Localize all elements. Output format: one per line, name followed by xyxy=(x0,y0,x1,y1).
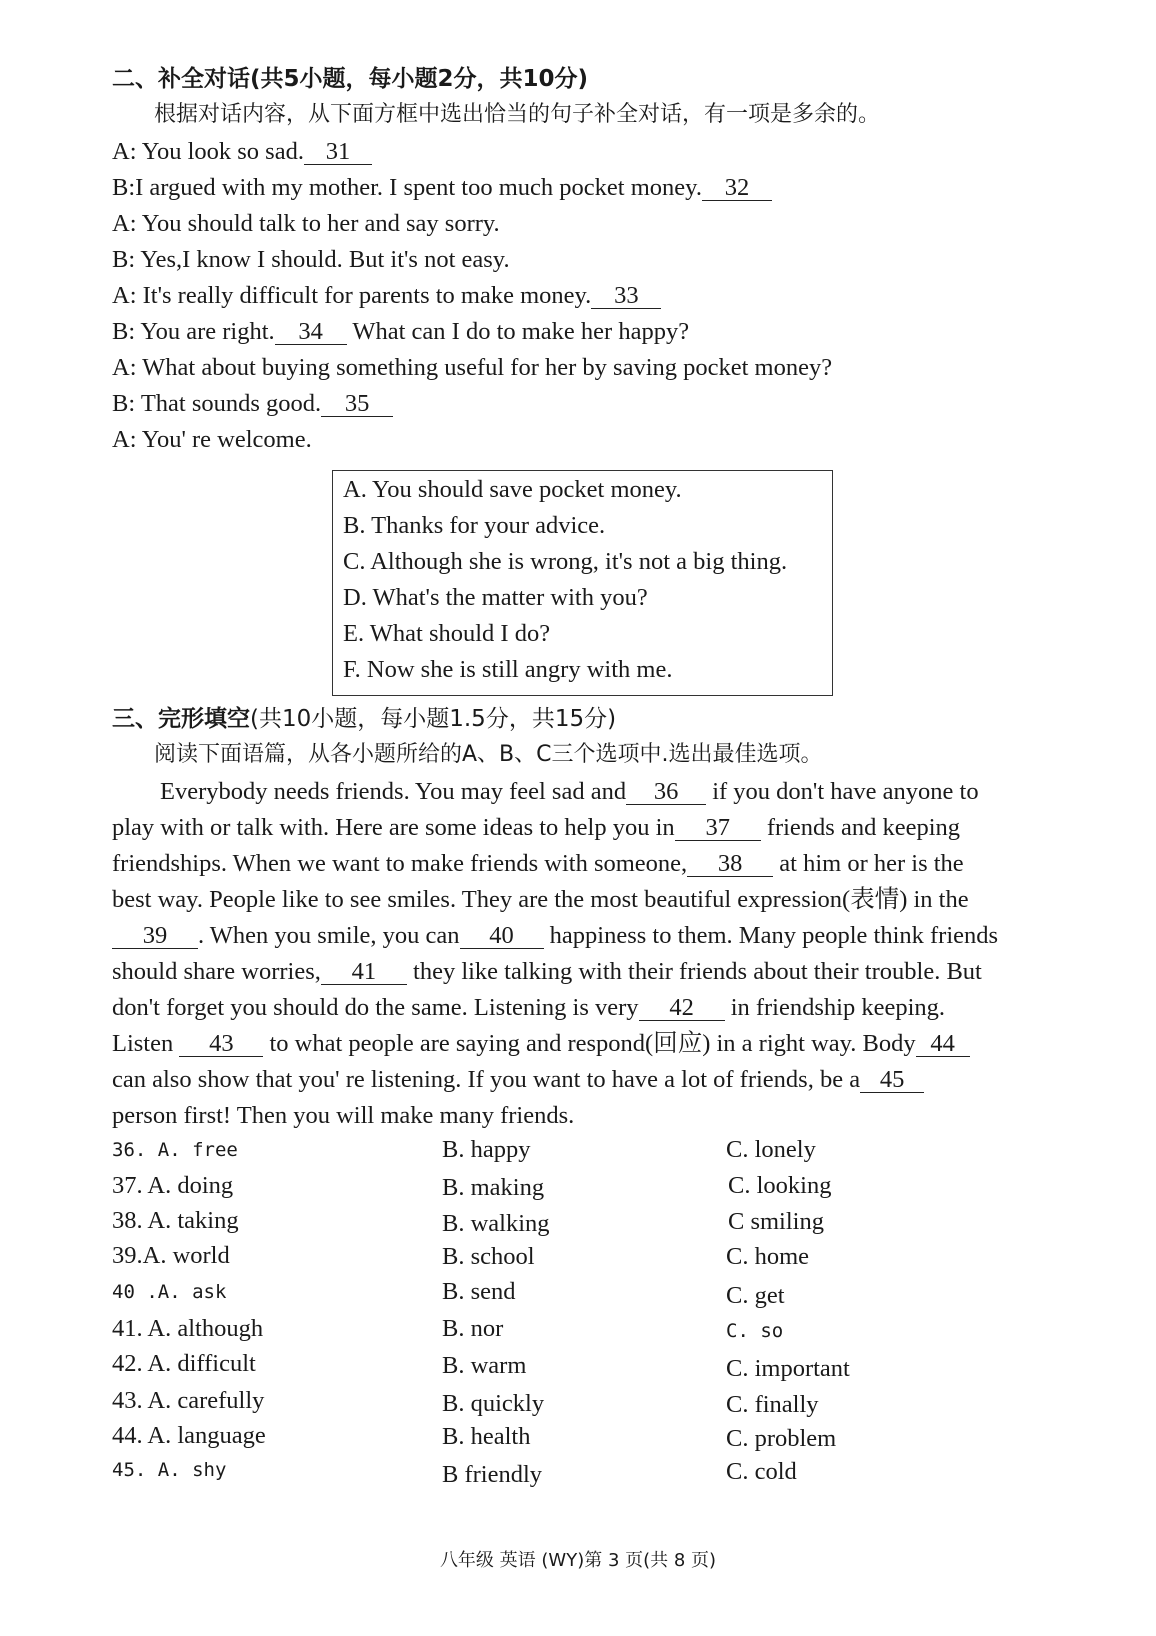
cloze-blank[interactable]: 43 xyxy=(179,1032,263,1057)
dialogue-text: B: Yes,I know I should. But it's not easy. xyxy=(112,246,510,273)
choice-c[interactable]: C. important xyxy=(726,1355,850,1382)
answer-blank[interactable]: 31 xyxy=(304,140,372,165)
choice-c[interactable]: C. lonely xyxy=(726,1136,816,1163)
passage-text: best way. People like to see smiles. They are the most beautiful expression(表情) in the xyxy=(112,886,969,913)
options-box xyxy=(332,470,833,696)
passage-text: . When you smile, you can xyxy=(198,922,460,949)
section-3-title xyxy=(112,704,616,734)
choice-c[interactable]: C. cold xyxy=(726,1458,797,1485)
dialogue-line xyxy=(112,281,661,311)
cloze-blank[interactable]: 44 xyxy=(916,1032,970,1057)
choice-b[interactable]: B. nor xyxy=(442,1315,504,1342)
choice-b[interactable]: B. walking xyxy=(442,1210,550,1237)
dialogue-line xyxy=(112,245,510,275)
passage-text: friendships. When we want to make friends with someone, xyxy=(112,850,688,877)
dialogue-text: A: It's really difficult for parents to make money. xyxy=(112,282,592,309)
dialogue-text: A: You should talk to her and say sorry. xyxy=(112,210,500,237)
dialogue-line xyxy=(112,209,500,239)
passage-text: at him or her is the xyxy=(773,850,964,877)
passage-line xyxy=(112,921,998,951)
dialogue-text: B: You are right. xyxy=(112,318,275,345)
passage-line xyxy=(112,1029,970,1059)
passage-line xyxy=(112,1065,924,1095)
passage-text: should share worries, xyxy=(112,958,321,985)
passage-text: person first! Then you will make many friends. xyxy=(112,1102,575,1129)
passage-line xyxy=(112,1101,574,1131)
passage-text: don't forget you should do the same. Listening is very xyxy=(112,994,639,1021)
dialogue-text: A: You' re welcome. xyxy=(112,426,312,453)
choice-a[interactable]: 41. A. although xyxy=(112,1315,264,1342)
cloze-blank[interactable]: 38 xyxy=(687,852,773,877)
passage-text: if you don't have anyone to xyxy=(706,778,979,805)
option-a: A. You should save pocket money. xyxy=(343,476,682,503)
dialogue-text: B:I argued with my mother. I spent too much pocket money. xyxy=(112,174,702,201)
passage-text: play with or talk with. Here are some ideas to help you in xyxy=(112,814,675,841)
dialogue-text: B: That sounds good. xyxy=(112,390,322,417)
page-footer: 八年级 英语 (WY)第 3 页(共 8 页) xyxy=(439,1550,717,1571)
section-3-instruction: 阅读下面语篇，从各小题所给的A、B、C三个选项中.选出最佳选项。 xyxy=(154,742,823,767)
choice-c[interactable]: C. looking xyxy=(728,1172,832,1199)
dialogue-line xyxy=(112,353,832,383)
choice-b[interactable]: B. warm xyxy=(442,1352,527,1379)
dialogue-text-after: What can I do to make her happy? xyxy=(352,318,690,345)
passage-line xyxy=(160,777,979,807)
choice-a[interactable]: 37. A. doing xyxy=(112,1172,234,1199)
choice-a[interactable]: 40 .A. ask xyxy=(112,1281,227,1303)
passage-text: happiness to them. Many people think friends xyxy=(543,922,999,949)
choice-b[interactable]: B. send xyxy=(442,1278,516,1305)
dialogue-line xyxy=(112,137,372,167)
section-3-title-bold: 三、完形填空 xyxy=(112,706,250,732)
choice-a[interactable]: 36. A. free xyxy=(112,1139,238,1161)
dialogue-text: A: What about buying something useful for her by saving pocket money? xyxy=(112,354,833,381)
passage-line xyxy=(112,885,969,915)
passage-text: can also show that you' re listening. If you want to have a lot of friends, be a xyxy=(112,1066,861,1093)
cloze-blank[interactable]: 45 xyxy=(860,1068,924,1093)
choice-c[interactable]: C. so xyxy=(726,1320,784,1342)
choice-b[interactable]: B friendly xyxy=(442,1461,543,1488)
answer-blank[interactable]: 32 xyxy=(702,176,772,201)
option-d: D. What's the matter with you? xyxy=(343,584,648,611)
choice-b[interactable]: B. making xyxy=(442,1174,545,1201)
choice-c[interactable]: C smiling xyxy=(728,1208,824,1235)
option-b: B. Thanks for your advice. xyxy=(343,512,606,539)
dialogue-line xyxy=(112,389,393,419)
choice-c[interactable]: C. home xyxy=(726,1243,810,1270)
choice-a[interactable]: 42. A. difficult xyxy=(112,1350,256,1377)
choice-a[interactable]: 39.A. world xyxy=(112,1242,230,1269)
option-e: E. What should I do? xyxy=(343,620,551,647)
passage-line xyxy=(112,849,964,879)
passage-text: friends and keeping xyxy=(760,814,961,841)
cloze-blank[interactable]: 36 xyxy=(626,780,706,805)
choice-b[interactable]: B. health xyxy=(442,1423,531,1450)
answer-blank[interactable]: 34 xyxy=(275,320,347,345)
choice-b[interactable]: B. happy xyxy=(442,1136,531,1163)
passage-line xyxy=(112,813,960,843)
choice-a[interactable]: 43. A. carefully xyxy=(112,1387,265,1414)
passage-line xyxy=(112,957,982,987)
dialogue-line xyxy=(112,173,772,203)
section-2-title: 二、补全对话(共5小题，每小题2分，共10分) xyxy=(112,66,589,92)
choice-b[interactable]: B. quickly xyxy=(442,1390,545,1417)
section-3-title-rest: (共10小题，每小题1.5分，共15分) xyxy=(250,706,617,732)
option-c: C. Although she is wrong, it's not a big thing. xyxy=(343,548,788,575)
passage-text: Listen xyxy=(112,1030,180,1057)
dialogue-line xyxy=(112,425,312,455)
answer-blank[interactable]: 35 xyxy=(321,392,393,417)
answer-blank[interactable]: 33 xyxy=(591,284,661,309)
passage-text: to what people are saying and respond(回应) in a right way. Body xyxy=(263,1030,916,1057)
cloze-blank[interactable]: 37 xyxy=(675,816,761,841)
passage-text: in friendship keeping. xyxy=(724,994,946,1021)
passage-text: Everybody needs friends. You may feel sad and xyxy=(160,778,627,805)
dialogue-text: A: You look so sad. xyxy=(112,138,304,165)
cloze-blank[interactable]: 40 xyxy=(460,924,544,949)
section-2-instruction: 根据对话内容，从下面方框中选出恰当的句子补全对话，有一项是多余的。 xyxy=(154,102,881,127)
passage-line xyxy=(112,993,945,1023)
choice-b[interactable]: B. school xyxy=(442,1243,535,1270)
dialogue-line xyxy=(112,317,689,347)
cloze-blank[interactable]: 42 xyxy=(639,996,725,1021)
passage-text: they like talking with their friends about their trouble. But xyxy=(406,958,982,985)
cloze-blank[interactable]: 41 xyxy=(321,960,407,985)
choice-c[interactable]: C. finally xyxy=(726,1391,819,1418)
choice-c[interactable]: C. get xyxy=(726,1282,785,1309)
cloze-blank[interactable]: 39 xyxy=(112,924,198,949)
choice-c[interactable]: C. problem xyxy=(726,1425,837,1452)
choice-a[interactable]: 44. A. language xyxy=(112,1422,266,1449)
option-f: F. Now she is still angry with me. xyxy=(343,656,673,683)
choice-a[interactable]: 38. A. taking xyxy=(112,1207,239,1234)
choice-a[interactable]: 45. A. shy xyxy=(112,1459,227,1481)
